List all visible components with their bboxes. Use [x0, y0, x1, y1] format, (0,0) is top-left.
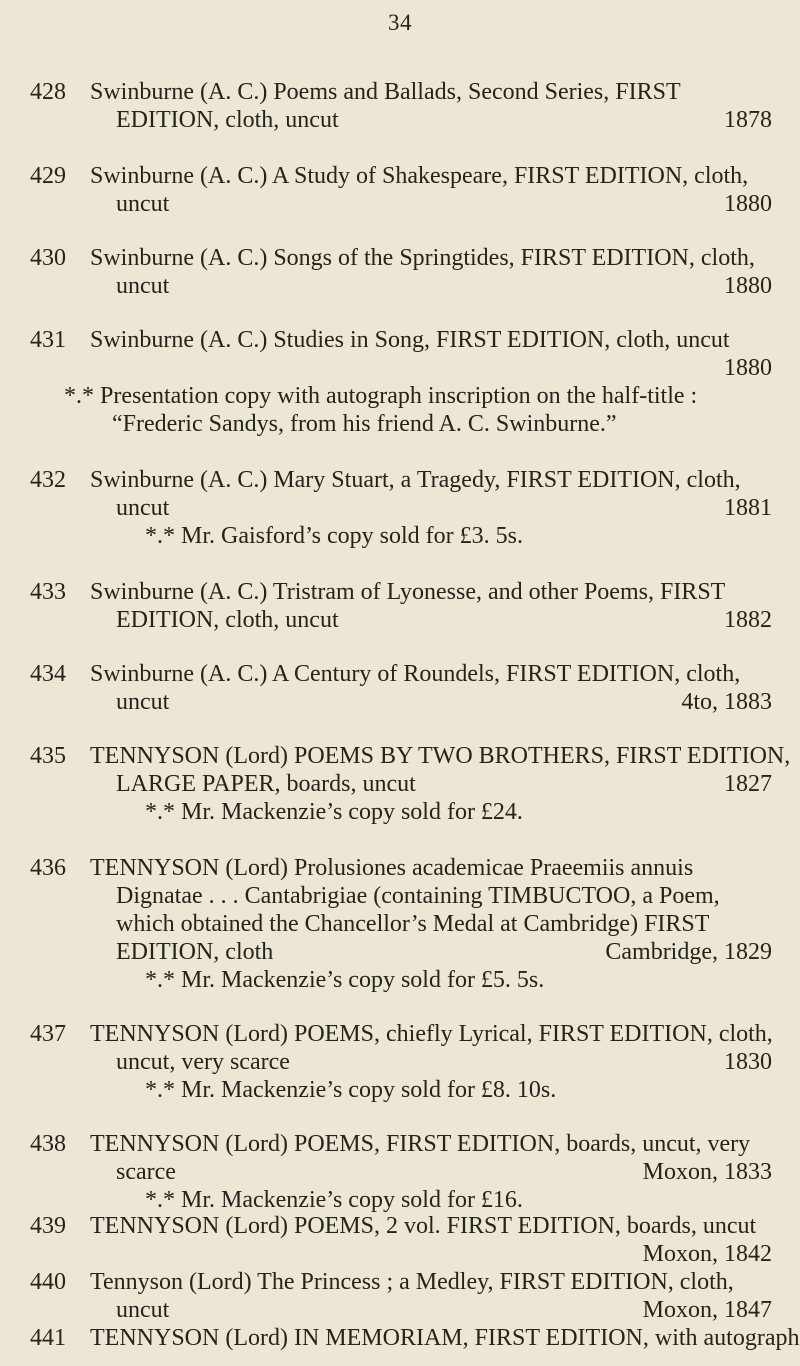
entry-binding: EDITION, cloth	[116, 939, 274, 965]
entry-line: TENNYSON (Lord) POEMS, chiefly Lyrical, FIRST EDITION, cloth,	[90, 1021, 773, 1047]
lot-number: 436	[30, 855, 66, 881]
entry-line: Swinburne (A. C.) Studies in Song, FIRST EDITION, cloth, uncut	[90, 327, 730, 353]
lot-number: 428	[30, 79, 66, 105]
entry-line: Tennyson (Lord) The Princess ; a Medley, FIRST EDITION, cloth,	[90, 1269, 734, 1295]
entry-date: 1880	[724, 191, 772, 217]
entry-binding: LARGE PAPER, boards, uncut	[116, 771, 416, 797]
entry-binding: uncut	[116, 273, 170, 299]
entry-line: Swinburne (A. C.) A Study of Shakespeare, FIRST EDITION, cloth,	[90, 163, 749, 189]
sale-note: *.* Mr. Mackenzie’s copy sold for £5. 5s.	[145, 967, 545, 993]
lot-number: 440	[30, 1269, 66, 1295]
inscription-quote: “Frederic Sandys, from his friend A. C. Swinburne.”	[112, 411, 617, 437]
lot-number: 434	[30, 661, 66, 687]
entry-binding: scarce	[116, 1159, 176, 1185]
entry-line: TENNYSON (Lord) POEMS BY TWO BROTHERS, FIRST EDITION,	[90, 743, 791, 769]
entry-line: Swinburne (A. C.) Poems and Ballads, Second Series, FIRST	[90, 79, 681, 105]
entry-binding: uncut	[116, 191, 170, 217]
lot-number: 431	[30, 327, 66, 353]
entry-date: Moxon, 1842	[642, 1241, 772, 1267]
entry-binding: uncut	[116, 495, 170, 521]
entry-line: Swinburne (A. C.) Songs of the Springtides, FIRST EDITION, cloth,	[90, 245, 755, 271]
lot-number: 433	[30, 579, 66, 605]
sale-note: *.* Mr. Mackenzie’s copy sold for £16.	[145, 1187, 523, 1213]
sale-note: *.* Mr. Mackenzie’s copy sold for £24.	[145, 799, 523, 825]
entry-line: Swinburne (A. C.) Tristram of Lyonesse, and other Poems, FIRST	[90, 579, 726, 605]
entry-binding: EDITION, cloth, uncut	[116, 607, 339, 633]
entry-binding: uncut	[116, 1297, 170, 1323]
entry-date: 1881	[724, 495, 772, 521]
sale-note: *.* Mr. Gaisford’s copy sold for £3. 5s.	[145, 523, 523, 549]
entry-date: 1878	[724, 107, 772, 133]
entry-date: 1830	[724, 1049, 772, 1075]
entry-line: which obtained the Chancellor’s Medal at Cambridge) FIRST	[116, 911, 710, 937]
entry-binding: EDITION, cloth, uncut	[116, 107, 339, 133]
lot-number: 432	[30, 467, 66, 493]
lot-number: 430	[30, 245, 66, 271]
presentation-note: *.* Presentation copy with autograph inscription on the half-title :	[64, 383, 698, 409]
entry-date: 1880	[724, 355, 772, 381]
entry-date: Cambridge, 1829	[605, 939, 772, 965]
entry-line: Swinburne (A. C.) A Century of Roundels, FIRST EDITION, cloth,	[90, 661, 741, 687]
entry-date: 1827	[724, 771, 772, 797]
lot-number: 439	[30, 1213, 66, 1239]
page-number: 34	[388, 10, 412, 35]
entry-date: Moxon, 1847	[642, 1297, 772, 1323]
entry-binding: uncut	[116, 689, 170, 715]
entry-date: Moxon, 1833	[642, 1159, 772, 1185]
entry-line: TENNYSON (Lord) Prolusiones academicae Praeemiis annuis	[90, 855, 694, 881]
entry-line: TENNYSON (Lord) POEMS, FIRST EDITION, boards, uncut, very	[90, 1131, 751, 1157]
entry-date: 4to, 1883	[681, 689, 772, 715]
entry-line: Swinburne (A. C.) Mary Stuart, a Tragedy, FIRST EDITION, cloth,	[90, 467, 741, 493]
lot-number: 429	[30, 163, 66, 189]
entry-date: 1882	[724, 607, 772, 633]
entry-binding: uncut, very scarce	[116, 1049, 290, 1075]
lot-number: 437	[30, 1021, 66, 1047]
lot-number: 438	[30, 1131, 66, 1157]
lot-number: 441	[30, 1325, 66, 1351]
entry-line: TENNYSON (Lord) POEMS, 2 vol. FIRST EDITION, boards, uncut	[90, 1213, 757, 1239]
entry-line: Dignatae . . . Cantabrigiae (containing TIMBUCTOO, a Poem,	[116, 883, 720, 909]
lot-number: 435	[30, 743, 66, 769]
entry-line: TENNYSON (Lord) IN MEMORIAM, FIRST EDITION, with autograph	[90, 1325, 800, 1351]
entry-date: 1880	[724, 273, 772, 299]
sale-note: *.* Mr. Mackenzie’s copy sold for £8. 10s.	[145, 1077, 557, 1103]
